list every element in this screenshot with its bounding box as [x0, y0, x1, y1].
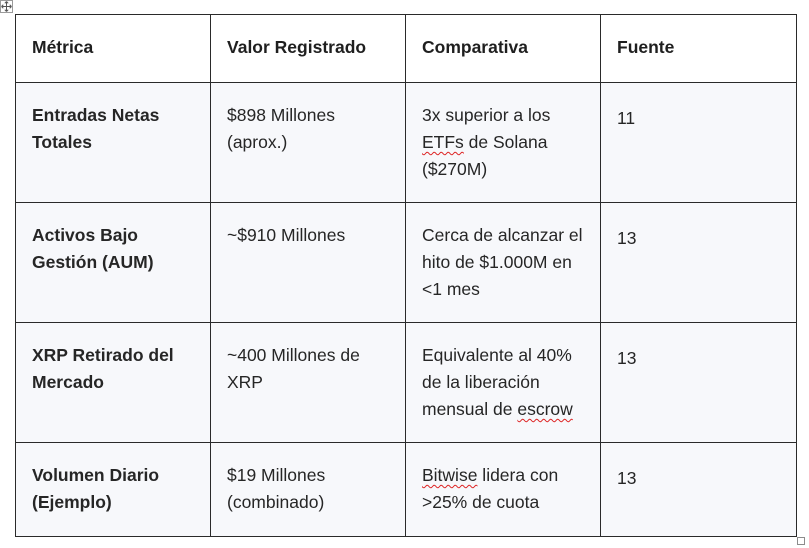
etf-metrics-table: [15, 14, 797, 537]
metric-cell: Volumen Diario (Ejemplo): [16, 443, 211, 537]
spellcheck-flagged-word[interactable]: ETFs: [422, 132, 464, 152]
table-row: [16, 83, 797, 203]
metric-cell: Entradas Netas Totales: [16, 83, 211, 203]
spellcheck-flagged-word[interactable]: Bitwise: [422, 465, 478, 485]
header-valor-registrado: Valor Registrado: [211, 15, 406, 83]
comparison-cell: [406, 83, 601, 203]
comparison-text: de Solana ($270M): [422, 132, 548, 179]
table-row: [16, 443, 797, 537]
header-comparativa: Comparativa: [406, 15, 601, 83]
table-resize-handle-icon[interactable]: [797, 537, 805, 545]
comparison-text: 3x superior a los: [422, 105, 551, 125]
source-reference[interactable]: 11: [601, 83, 797, 203]
table-row: [16, 323, 797, 443]
table-row: [16, 203, 797, 323]
table-move-handle-icon[interactable]: [0, 0, 13, 13]
comparison-text: Equivalente al 40% de la liberación mensual de: [422, 345, 572, 419]
value-cell: ~$910 Millones: [211, 203, 406, 323]
comparison-text: lidera con >25% de cuota: [422, 465, 559, 512]
comparison-cell: [406, 443, 601, 537]
table-header-row: [16, 15, 797, 83]
value-cell: $19 Millones (combinado): [211, 443, 406, 537]
comparison-text: Cerca de alcanzar el hito de $1.000M en <1 mes: [422, 225, 583, 299]
value-cell: $898 Millones (aprox.): [211, 83, 406, 203]
metric-cell: Activos Bajo Gestión (AUM): [16, 203, 211, 323]
value-cell: ~400 Millones de XRP: [211, 323, 406, 443]
comparison-cell: [406, 203, 601, 323]
header-metrica: Métrica: [16, 15, 211, 83]
header-fuente: Fuente: [601, 15, 797, 83]
metric-cell: XRP Retirado del Mercado: [16, 323, 211, 443]
spellcheck-flagged-word[interactable]: escrow: [517, 399, 573, 419]
source-reference[interactable]: 13: [601, 323, 797, 443]
source-reference[interactable]: 13: [601, 443, 797, 537]
source-reference[interactable]: 13: [601, 203, 797, 323]
comparison-cell: [406, 323, 601, 443]
